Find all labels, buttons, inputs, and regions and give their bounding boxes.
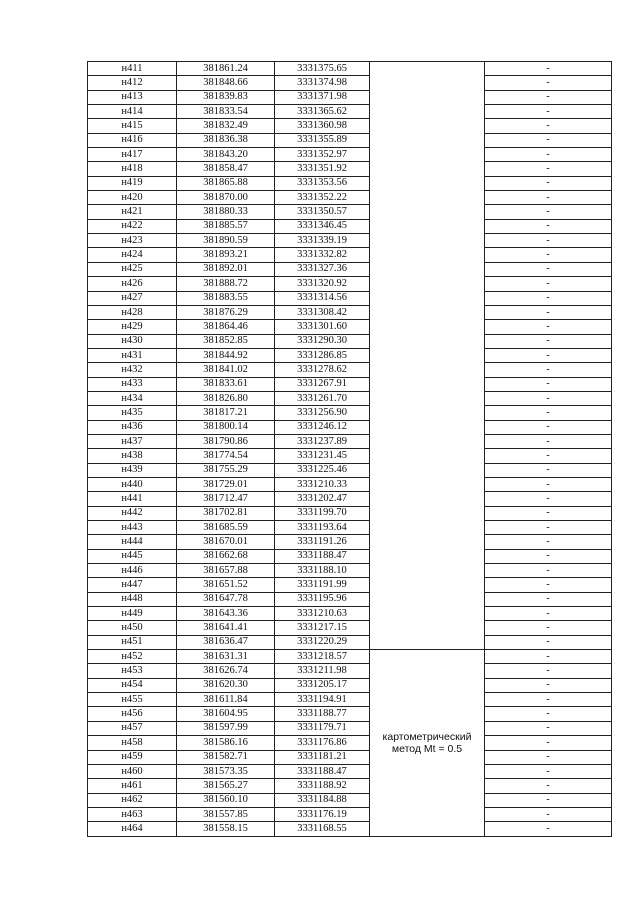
table-row <box>88 363 612 377</box>
point-name-cell: н423 <box>88 234 177 248</box>
x-coordinate-cell: 381892.01 <box>177 262 275 276</box>
point-name-cell: н415 <box>88 119 177 133</box>
point-name-cell: н447 <box>88 578 177 592</box>
table-row <box>88 133 612 147</box>
y-coordinate-cell: 3331188.77 <box>275 707 370 721</box>
point-name-cell: н442 <box>88 506 177 520</box>
note-cell: - <box>485 621 612 635</box>
point-name-cell: н426 <box>88 277 177 291</box>
method-cell-bottom <box>370 650 485 836</box>
x-coordinate-cell: 381611.84 <box>177 693 275 707</box>
x-coordinate-cell: 381833.54 <box>177 105 275 119</box>
y-coordinate-cell: 3331168.55 <box>275 822 370 836</box>
point-name-cell: н463 <box>88 807 177 821</box>
x-coordinate-cell: 381817.21 <box>177 406 275 420</box>
y-coordinate-cell: 3331327.36 <box>275 262 370 276</box>
point-name-cell: н424 <box>88 248 177 262</box>
note-cell: - <box>485 248 612 262</box>
x-coordinate-cell: 381573.35 <box>177 764 275 778</box>
y-coordinate-cell: 3331181.21 <box>275 750 370 764</box>
note-cell: - <box>485 779 612 793</box>
note-cell: - <box>485 693 612 707</box>
table-row <box>88 148 612 162</box>
note-cell: - <box>485 119 612 133</box>
point-name-cell: н445 <box>88 549 177 563</box>
note-cell: - <box>485 449 612 463</box>
x-coordinate-cell: 381643.36 <box>177 607 275 621</box>
y-coordinate-cell: 3331353.56 <box>275 176 370 190</box>
note-cell: - <box>485 807 612 821</box>
table-row <box>88 793 612 807</box>
y-coordinate-cell: 3331314.56 <box>275 291 370 305</box>
table-row <box>88 750 612 764</box>
x-coordinate-cell: 381586.16 <box>177 736 275 750</box>
point-name-cell: н418 <box>88 162 177 176</box>
x-coordinate-cell: 381893.21 <box>177 248 275 262</box>
table-row <box>88 305 612 319</box>
y-coordinate-cell: 3331320.92 <box>275 277 370 291</box>
table-row <box>88 90 612 104</box>
note-cell: - <box>485 76 612 90</box>
table-row <box>88 176 612 190</box>
x-coordinate-cell: 381604.95 <box>177 707 275 721</box>
point-name-cell: н451 <box>88 635 177 649</box>
table-row <box>88 334 612 348</box>
x-coordinate-cell: 381861.24 <box>177 62 275 76</box>
table-row <box>88 707 612 721</box>
y-coordinate-cell: 3331350.57 <box>275 205 370 219</box>
x-coordinate-cell: 381844.92 <box>177 348 275 362</box>
y-coordinate-cell: 3331188.47 <box>275 549 370 563</box>
y-coordinate-cell: 3331176.19 <box>275 807 370 821</box>
note-cell: - <box>485 334 612 348</box>
note-cell: - <box>485 793 612 807</box>
x-coordinate-cell: 381800.14 <box>177 420 275 434</box>
method-line-1: картометрический <box>382 730 472 743</box>
x-coordinate-cell: 381826.80 <box>177 391 275 405</box>
x-coordinate-cell: 381647.78 <box>177 592 275 606</box>
y-coordinate-cell: 3331218.57 <box>275 650 370 664</box>
note-cell: - <box>485 707 612 721</box>
note-cell: - <box>485 549 612 563</box>
table-row <box>88 291 612 305</box>
note-cell: - <box>485 205 612 219</box>
point-name-cell: н411 <box>88 62 177 76</box>
x-coordinate-cell: 381565.27 <box>177 779 275 793</box>
table-row <box>88 248 612 262</box>
y-coordinate-cell: 3331371.98 <box>275 90 370 104</box>
x-coordinate-cell: 381641.41 <box>177 621 275 635</box>
x-coordinate-cell: 381560.10 <box>177 793 275 807</box>
y-coordinate-cell: 3331352.97 <box>275 148 370 162</box>
note-cell: - <box>485 305 612 319</box>
x-coordinate-cell: 381626.74 <box>177 664 275 678</box>
x-coordinate-cell: 381557.85 <box>177 807 275 821</box>
point-name-cell: н456 <box>88 707 177 721</box>
note-cell: - <box>485 736 612 750</box>
table-row <box>88 420 612 434</box>
x-coordinate-cell: 381870.00 <box>177 191 275 205</box>
point-name-cell: н437 <box>88 434 177 448</box>
x-coordinate-cell: 381712.47 <box>177 492 275 506</box>
note-cell: - <box>485 564 612 578</box>
x-coordinate-cell: 381662.68 <box>177 549 275 563</box>
y-coordinate-cell: 3331205.17 <box>275 678 370 692</box>
note-cell: - <box>485 535 612 549</box>
table-row <box>88 607 612 621</box>
y-coordinate-cell: 3331346.45 <box>275 219 370 233</box>
point-name-cell: н417 <box>88 148 177 162</box>
y-coordinate-cell: 3331286.85 <box>275 348 370 362</box>
table-row <box>88 105 612 119</box>
x-coordinate-cell: 381883.55 <box>177 291 275 305</box>
table-row <box>88 434 612 448</box>
table-row <box>88 664 612 678</box>
x-coordinate-cell: 381729.01 <box>177 477 275 491</box>
x-coordinate-cell: 381848.66 <box>177 76 275 90</box>
note-cell: - <box>485 521 612 535</box>
x-coordinate-cell: 381702.81 <box>177 506 275 520</box>
point-name-cell: н425 <box>88 262 177 276</box>
x-coordinate-cell: 381843.20 <box>177 148 275 162</box>
method-cell-top <box>370 62 485 650</box>
y-coordinate-cell: 3331301.60 <box>275 320 370 334</box>
x-coordinate-cell: 381774.54 <box>177 449 275 463</box>
point-name-cell: н454 <box>88 678 177 692</box>
y-coordinate-cell: 3331374.98 <box>275 76 370 90</box>
table-row <box>88 191 612 205</box>
point-name-cell: н433 <box>88 377 177 391</box>
note-cell: - <box>485 377 612 391</box>
y-coordinate-cell: 3331202.47 <box>275 492 370 506</box>
note-cell: - <box>485 750 612 764</box>
table-row <box>88 822 612 836</box>
table-row <box>88 807 612 821</box>
note-cell: - <box>485 492 612 506</box>
note-cell: - <box>485 219 612 233</box>
y-coordinate-cell: 3331191.99 <box>275 578 370 592</box>
y-coordinate-cell: 3331246.12 <box>275 420 370 434</box>
table-row <box>88 262 612 276</box>
x-coordinate-cell: 381832.49 <box>177 119 275 133</box>
point-name-cell: н443 <box>88 521 177 535</box>
table-row <box>88 205 612 219</box>
table-row <box>88 62 612 76</box>
x-coordinate-cell: 381888.72 <box>177 277 275 291</box>
x-coordinate-cell: 381597.99 <box>177 721 275 735</box>
table-row <box>88 506 612 520</box>
x-coordinate-cell: 381890.59 <box>177 234 275 248</box>
point-name-cell: н453 <box>88 664 177 678</box>
note-cell: - <box>485 176 612 190</box>
point-name-cell: н458 <box>88 736 177 750</box>
table-row <box>88 219 612 233</box>
point-name-cell: н439 <box>88 463 177 477</box>
table-row <box>88 320 612 334</box>
note-cell: - <box>485 764 612 778</box>
note-cell: - <box>485 506 612 520</box>
y-coordinate-cell: 3331290.30 <box>275 334 370 348</box>
note-cell: - <box>485 191 612 205</box>
x-coordinate-cell: 381636.47 <box>177 635 275 649</box>
note-cell: - <box>485 391 612 405</box>
point-name-cell: н462 <box>88 793 177 807</box>
point-name-cell: н419 <box>88 176 177 190</box>
point-name-cell: н431 <box>88 348 177 362</box>
table-row <box>88 736 612 750</box>
note-cell: - <box>485 635 612 649</box>
point-name-cell: н461 <box>88 779 177 793</box>
y-coordinate-cell: 3331184.88 <box>275 793 370 807</box>
table-row <box>88 348 612 362</box>
note-cell: - <box>485 162 612 176</box>
note-cell: - <box>485 363 612 377</box>
table-row <box>88 449 612 463</box>
point-name-cell: н414 <box>88 105 177 119</box>
table-row <box>88 521 612 535</box>
y-coordinate-cell: 3331278.62 <box>275 363 370 377</box>
point-name-cell: н449 <box>88 607 177 621</box>
x-coordinate-cell: 381865.88 <box>177 176 275 190</box>
table-row <box>88 377 612 391</box>
x-coordinate-cell: 381582.71 <box>177 750 275 764</box>
point-name-cell: н446 <box>88 564 177 578</box>
note-cell: - <box>485 406 612 420</box>
point-name-cell: н455 <box>88 693 177 707</box>
note-cell: - <box>485 463 612 477</box>
table-row <box>88 764 612 778</box>
point-name-cell: н435 <box>88 406 177 420</box>
y-coordinate-cell: 3331188.92 <box>275 779 370 793</box>
y-coordinate-cell: 3331191.26 <box>275 535 370 549</box>
y-coordinate-cell: 3331256.90 <box>275 406 370 420</box>
note-cell: - <box>485 822 612 836</box>
point-name-cell: н452 <box>88 650 177 664</box>
y-coordinate-cell: 3331355.89 <box>275 133 370 147</box>
table-row <box>88 549 612 563</box>
y-coordinate-cell: 3331351.92 <box>275 162 370 176</box>
note-cell: - <box>485 578 612 592</box>
table-row <box>88 678 612 692</box>
point-name-cell: н459 <box>88 750 177 764</box>
y-coordinate-cell: 3331188.47 <box>275 764 370 778</box>
x-coordinate-cell: 381858.47 <box>177 162 275 176</box>
table-row <box>88 119 612 133</box>
point-name-cell: н420 <box>88 191 177 205</box>
table-row <box>88 564 612 578</box>
y-coordinate-cell: 3331360.98 <box>275 119 370 133</box>
y-coordinate-cell: 3331210.33 <box>275 477 370 491</box>
note-cell: - <box>485 592 612 606</box>
note-cell: - <box>485 133 612 147</box>
point-name-cell: н429 <box>88 320 177 334</box>
x-coordinate-cell: 381685.59 <box>177 521 275 535</box>
x-coordinate-cell: 381631.31 <box>177 650 275 664</box>
point-name-cell: н448 <box>88 592 177 606</box>
table-row <box>88 76 612 90</box>
x-coordinate-cell: 381836.38 <box>177 133 275 147</box>
table-row <box>88 779 612 793</box>
note-cell: - <box>485 348 612 362</box>
table-row <box>88 592 612 606</box>
point-name-cell: н440 <box>88 477 177 491</box>
y-coordinate-cell: 3331199.70 <box>275 506 370 520</box>
x-coordinate-cell: 381864.46 <box>177 320 275 334</box>
y-coordinate-cell: 3331210.63 <box>275 607 370 621</box>
y-coordinate-cell: 3331188.10 <box>275 564 370 578</box>
table-row <box>88 650 612 664</box>
y-coordinate-cell: 3331193.64 <box>275 521 370 535</box>
y-coordinate-cell: 3331231.45 <box>275 449 370 463</box>
coordinates-table <box>87 61 612 837</box>
y-coordinate-cell: 3331365.62 <box>275 105 370 119</box>
x-coordinate-cell: 381790.86 <box>177 434 275 448</box>
y-coordinate-cell: 3331195.96 <box>275 592 370 606</box>
note-cell: - <box>485 234 612 248</box>
point-name-cell: н436 <box>88 420 177 434</box>
point-name-cell: н412 <box>88 76 177 90</box>
point-name-cell: н430 <box>88 334 177 348</box>
table-row <box>88 277 612 291</box>
y-coordinate-cell: 3331267.91 <box>275 377 370 391</box>
y-coordinate-cell: 3331179.71 <box>275 721 370 735</box>
table-row <box>88 578 612 592</box>
y-coordinate-cell: 3331375.65 <box>275 62 370 76</box>
x-coordinate-cell: 381885.57 <box>177 219 275 233</box>
table-row <box>88 463 612 477</box>
table-row <box>88 621 612 635</box>
note-cell: - <box>485 607 612 621</box>
point-name-cell: н434 <box>88 391 177 405</box>
y-coordinate-cell: 3331308.42 <box>275 305 370 319</box>
note-cell: - <box>485 62 612 76</box>
method-line-2: метод Mt = 0.5 <box>391 742 463 755</box>
y-coordinate-cell: 3331176.86 <box>275 736 370 750</box>
y-coordinate-cell: 3331217.15 <box>275 621 370 635</box>
note-cell: - <box>485 664 612 678</box>
point-name-cell: н413 <box>88 90 177 104</box>
point-name-cell: н416 <box>88 133 177 147</box>
point-name-cell: н444 <box>88 535 177 549</box>
x-coordinate-cell: 381651.52 <box>177 578 275 592</box>
note-cell: - <box>485 90 612 104</box>
point-name-cell: н457 <box>88 721 177 735</box>
point-name-cell: н432 <box>88 363 177 377</box>
coordinates-table-body <box>88 62 612 837</box>
x-coordinate-cell: 381657.88 <box>177 564 275 578</box>
note-cell: - <box>485 262 612 276</box>
y-coordinate-cell: 3331194.91 <box>275 693 370 707</box>
note-cell: - <box>485 291 612 305</box>
table-row <box>88 391 612 405</box>
x-coordinate-cell: 381833.61 <box>177 377 275 391</box>
table-row <box>88 406 612 420</box>
y-coordinate-cell: 3331261.70 <box>275 391 370 405</box>
note-cell: - <box>485 434 612 448</box>
table-row <box>88 721 612 735</box>
x-coordinate-cell: 381852.85 <box>177 334 275 348</box>
point-name-cell: н460 <box>88 764 177 778</box>
y-coordinate-cell: 3331211.98 <box>275 664 370 678</box>
x-coordinate-cell: 381755.29 <box>177 463 275 477</box>
y-coordinate-cell: 3331225.46 <box>275 463 370 477</box>
point-name-cell: н428 <box>88 305 177 319</box>
x-coordinate-cell: 381839.83 <box>177 90 275 104</box>
x-coordinate-cell: 381558.15 <box>177 822 275 836</box>
point-name-cell: н427 <box>88 291 177 305</box>
y-coordinate-cell: 3331339.19 <box>275 234 370 248</box>
table-row <box>88 492 612 506</box>
note-cell: - <box>485 477 612 491</box>
point-name-cell: н421 <box>88 205 177 219</box>
table-row <box>88 635 612 649</box>
point-name-cell: н441 <box>88 492 177 506</box>
note-cell: - <box>485 105 612 119</box>
note-cell: - <box>485 721 612 735</box>
note-cell: - <box>485 320 612 334</box>
x-coordinate-cell: 381841.02 <box>177 363 275 377</box>
y-coordinate-cell: 3331237.89 <box>275 434 370 448</box>
y-coordinate-cell: 3331220.29 <box>275 635 370 649</box>
table-row <box>88 477 612 491</box>
x-coordinate-cell: 381620.30 <box>177 678 275 692</box>
point-name-cell: н422 <box>88 219 177 233</box>
table-row <box>88 234 612 248</box>
note-cell: - <box>485 420 612 434</box>
table-row <box>88 693 612 707</box>
x-coordinate-cell: 381876.29 <box>177 305 275 319</box>
x-coordinate-cell: 381670.01 <box>177 535 275 549</box>
note-cell: - <box>485 650 612 664</box>
point-name-cell: н450 <box>88 621 177 635</box>
table-row <box>88 535 612 549</box>
point-name-cell: н438 <box>88 449 177 463</box>
note-cell: - <box>485 148 612 162</box>
x-coordinate-cell: 381880.33 <box>177 205 275 219</box>
point-name-cell: н464 <box>88 822 177 836</box>
note-cell: - <box>485 678 612 692</box>
table-row <box>88 162 612 176</box>
y-coordinate-cell: 3331332.82 <box>275 248 370 262</box>
note-cell: - <box>485 277 612 291</box>
y-coordinate-cell: 3331352.22 <box>275 191 370 205</box>
